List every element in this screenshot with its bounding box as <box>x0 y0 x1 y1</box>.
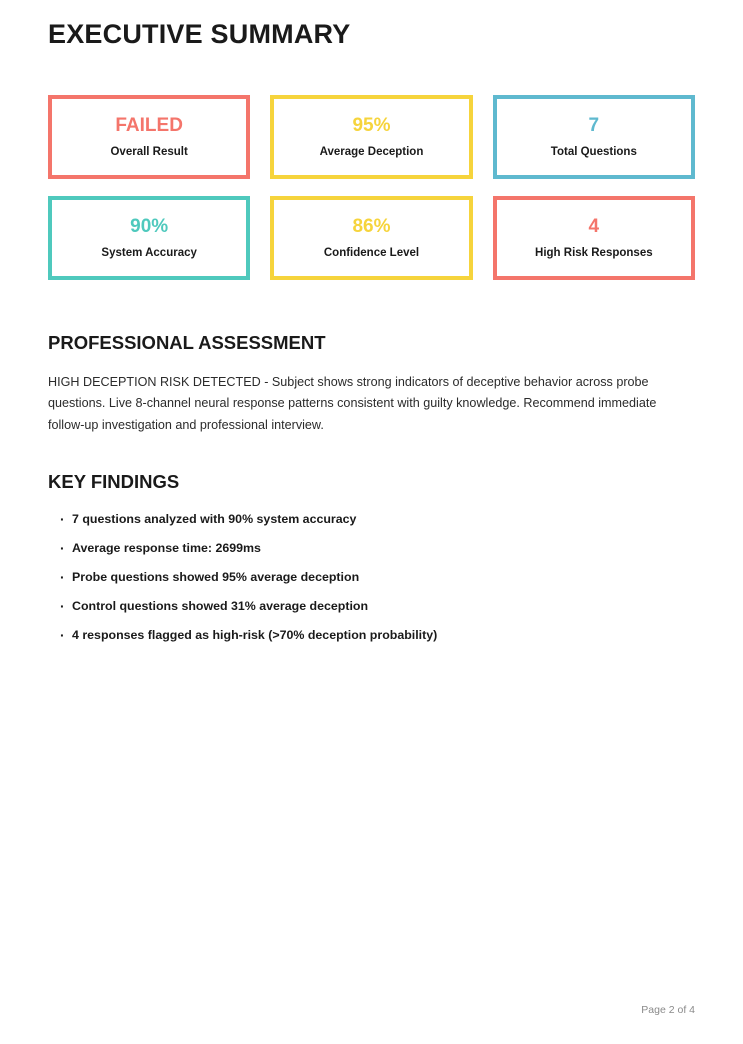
stat-label: Overall Result <box>110 146 188 159</box>
assessment-body-text: HIGH DECEPTION RISK DETECTED - Subject shows strong indicators of deceptive behavior across probe questions. Live 8-channel neural response patterns consistent with guilty knowledge. Recommend immediate follow-up investigation and professional interview. <box>48 374 657 432</box>
stat-label: Total Questions <box>550 146 637 159</box>
stat-label: Confidence Level <box>323 247 420 260</box>
stat-value: 7 <box>588 115 600 137</box>
stat-value: 86% <box>352 216 391 238</box>
stat-label: High Risk Responses <box>535 247 653 260</box>
stat-card-high-risk-responses <box>493 196 695 280</box>
stat-label: System Accuracy <box>101 247 197 260</box>
stat-value: 4 <box>588 216 600 238</box>
stat-card-total-questions <box>493 95 695 179</box>
key-findings-section <box>48 471 695 644</box>
assessment-heading: PROFESSIONAL ASSESSMENT <box>48 332 326 354</box>
list-item: · Control questions showed 31% average deception <box>48 598 695 614</box>
page-title: EXECUTIVE SUMMARY <box>48 19 351 49</box>
stat-card-system-accuracy <box>48 196 250 280</box>
stat-card-average-deception <box>270 95 472 179</box>
list-item: · 7 questions analyzed with 90% system accuracy <box>48 511 695 527</box>
stat-card-overall-result <box>48 95 250 179</box>
professional-assessment-section <box>48 332 695 436</box>
stat-value: 95% <box>352 115 391 137</box>
list-item: · 4 responses flagged as high-risk (>70% deception probability) <box>48 627 695 643</box>
list-item: · Average response time: 2699ms <box>48 540 695 556</box>
stat-card-confidence-level <box>270 196 472 280</box>
stat-value: 90% <box>130 216 169 238</box>
list-item: · Probe questions showed 95% average deception <box>48 569 695 585</box>
findings-list <box>48 511 695 644</box>
page-footer: Page 2 of 4 <box>641 1004 695 1016</box>
findings-heading: KEY FINDINGS <box>48 470 180 492</box>
summary-stat-grid <box>48 95 695 280</box>
stat-label: Average Deception <box>319 146 424 159</box>
stat-value: FAILED <box>115 115 183 137</box>
